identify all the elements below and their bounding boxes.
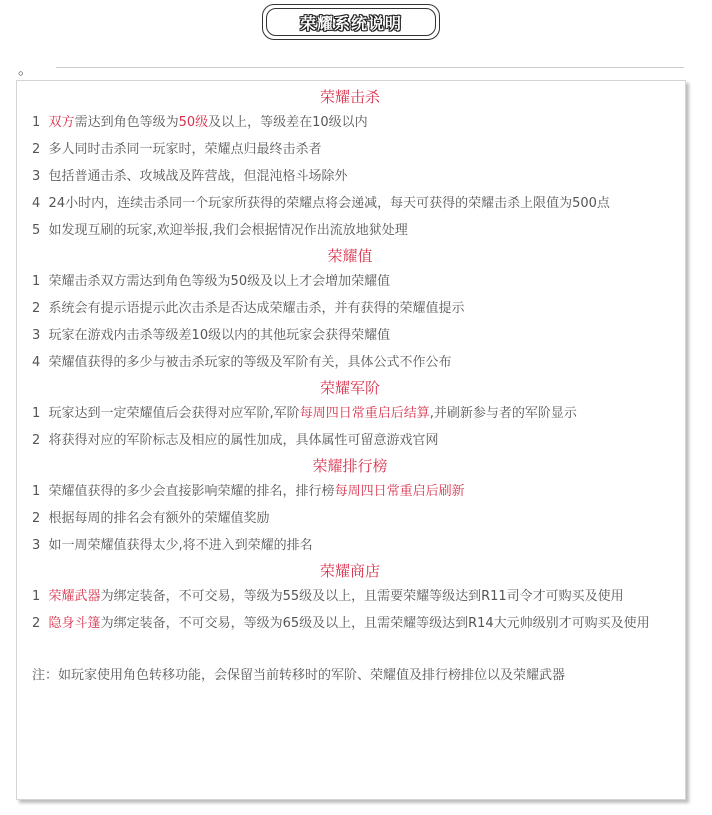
page-title: 荣耀系统说明 bbox=[266, 8, 436, 36]
section-title-honor-shop: 荣耀商店 bbox=[319, 562, 380, 580]
section-title-honor-rank: 荣耀军阶 bbox=[319, 379, 380, 397]
highlight-text: 双方 bbox=[48, 115, 75, 130]
content-panel bbox=[16, 80, 686, 800]
item-number: 1 bbox=[32, 274, 41, 289]
item-text: 如发现互刷的玩家,欢迎举报,我们会根据情况作出流放地狱处理 bbox=[48, 223, 408, 238]
bullet-mark: 。 bbox=[18, 60, 34, 78]
item-text: 荣耀值获得的多少会直接影响荣耀的排名，排行榜 bbox=[48, 484, 335, 499]
list-item bbox=[32, 610, 668, 637]
list-item bbox=[32, 136, 668, 163]
list-item bbox=[32, 478, 668, 505]
item-text: 需达到角色等级为 bbox=[74, 115, 179, 130]
section-title-honor-kill: 荣耀击杀 bbox=[319, 88, 380, 106]
item-text: 根据每周的排名会有额外的荣耀值奖励 bbox=[48, 511, 270, 526]
item-text: 及以上，等级差在10级以内 bbox=[208, 115, 368, 130]
item-text: 将获得对应的军阶标志及相应的属性加成，具体属性可留意游戏官网 bbox=[48, 433, 439, 448]
highlight-text: 50级 bbox=[178, 115, 209, 130]
list-item bbox=[32, 268, 668, 295]
item-number: 3 bbox=[32, 328, 41, 343]
footnote: 注：如玩家使用角色转移功能，会保留当前转移时的军阶、荣耀值及排行榜排位以及荣耀武器 bbox=[32, 668, 566, 683]
list-item bbox=[32, 349, 668, 376]
highlight-text: 每周四日常重启后结算 bbox=[299, 406, 430, 421]
divider bbox=[56, 67, 684, 68]
item-number: 2 bbox=[32, 511, 41, 526]
item-number: 2 bbox=[32, 301, 41, 316]
list-item bbox=[32, 583, 668, 610]
item-number: 4 bbox=[32, 196, 41, 211]
list-item bbox=[32, 322, 668, 349]
list-item bbox=[32, 190, 668, 217]
highlight-text: 隐身斗篷 bbox=[48, 616, 101, 631]
list-item bbox=[32, 427, 668, 454]
item-text: 玩家在游戏内击杀等级差10级以内的其他玩家会获得荣耀值 bbox=[48, 328, 391, 343]
list-item bbox=[32, 163, 668, 190]
item-number: 4 bbox=[32, 355, 41, 370]
list-item bbox=[32, 295, 668, 322]
item-number: 3 bbox=[32, 169, 41, 184]
item-number: 1 bbox=[32, 589, 41, 604]
highlight-text: 荣耀武器 bbox=[48, 589, 101, 604]
item-text: 为绑定装备，不可交易，等级为55级及以上，且需要荣耀等级达到R11司令才可购买及使用 bbox=[100, 589, 624, 604]
item-number: 1 bbox=[32, 406, 41, 421]
item-number: 2 bbox=[32, 433, 41, 448]
item-number: 2 bbox=[32, 616, 41, 631]
section-title-honor-leaderboard: 荣耀排行榜 bbox=[312, 457, 388, 475]
item-number: 3 bbox=[32, 538, 41, 553]
item-text: ,并刷新参与者的军阶显示 bbox=[429, 406, 577, 421]
item-number: 5 bbox=[32, 223, 41, 238]
section-title-honor-value: 荣耀值 bbox=[327, 247, 373, 265]
item-number: 1 bbox=[32, 115, 41, 130]
list-item bbox=[32, 505, 668, 532]
list-item bbox=[32, 217, 668, 244]
item-text: 24小时内，连续击杀同一个玩家所获得的荣耀点将会递减，每天可获得的荣耀击杀上限值为500点 bbox=[48, 196, 610, 211]
item-text: 荣耀值获得的多少与被击杀玩家的等级及军阶有关，具体公式不作公布 bbox=[48, 355, 452, 370]
highlight-text: 每周四日常重启后刷新 bbox=[334, 484, 465, 499]
list-item bbox=[32, 532, 668, 559]
item-number: 1 bbox=[32, 484, 41, 499]
list-item bbox=[32, 400, 668, 427]
content bbox=[32, 85, 668, 689]
item-text: 为绑定装备，不可交易，等级为65级及以上，且需荣耀等级达到R14大元帅级别才可购买及使用 bbox=[100, 616, 650, 631]
list-item bbox=[32, 109, 668, 136]
item-text: 荣耀击杀双方需达到角色等级为50级及以上才会增加荣耀值 bbox=[48, 274, 391, 289]
item-text: 多人同时击杀同一玩家时，荣耀点归最终击杀者 bbox=[48, 142, 322, 157]
item-number: 2 bbox=[32, 142, 41, 157]
item-text: 如一周荣耀值获得太少,将不进入到荣耀的排名 bbox=[48, 538, 313, 553]
item-text: 玩家达到一定荣耀值后会获得对应军阶,军阶 bbox=[48, 406, 300, 421]
item-text: 系统会有提示语提示此次击杀是否达成荣耀击杀，并有获得的荣耀值提示 bbox=[48, 301, 465, 316]
title-banner bbox=[262, 4, 440, 40]
item-text: 包括普通击杀、攻城战及阵营战，但混沌格斗场除外 bbox=[48, 169, 348, 184]
